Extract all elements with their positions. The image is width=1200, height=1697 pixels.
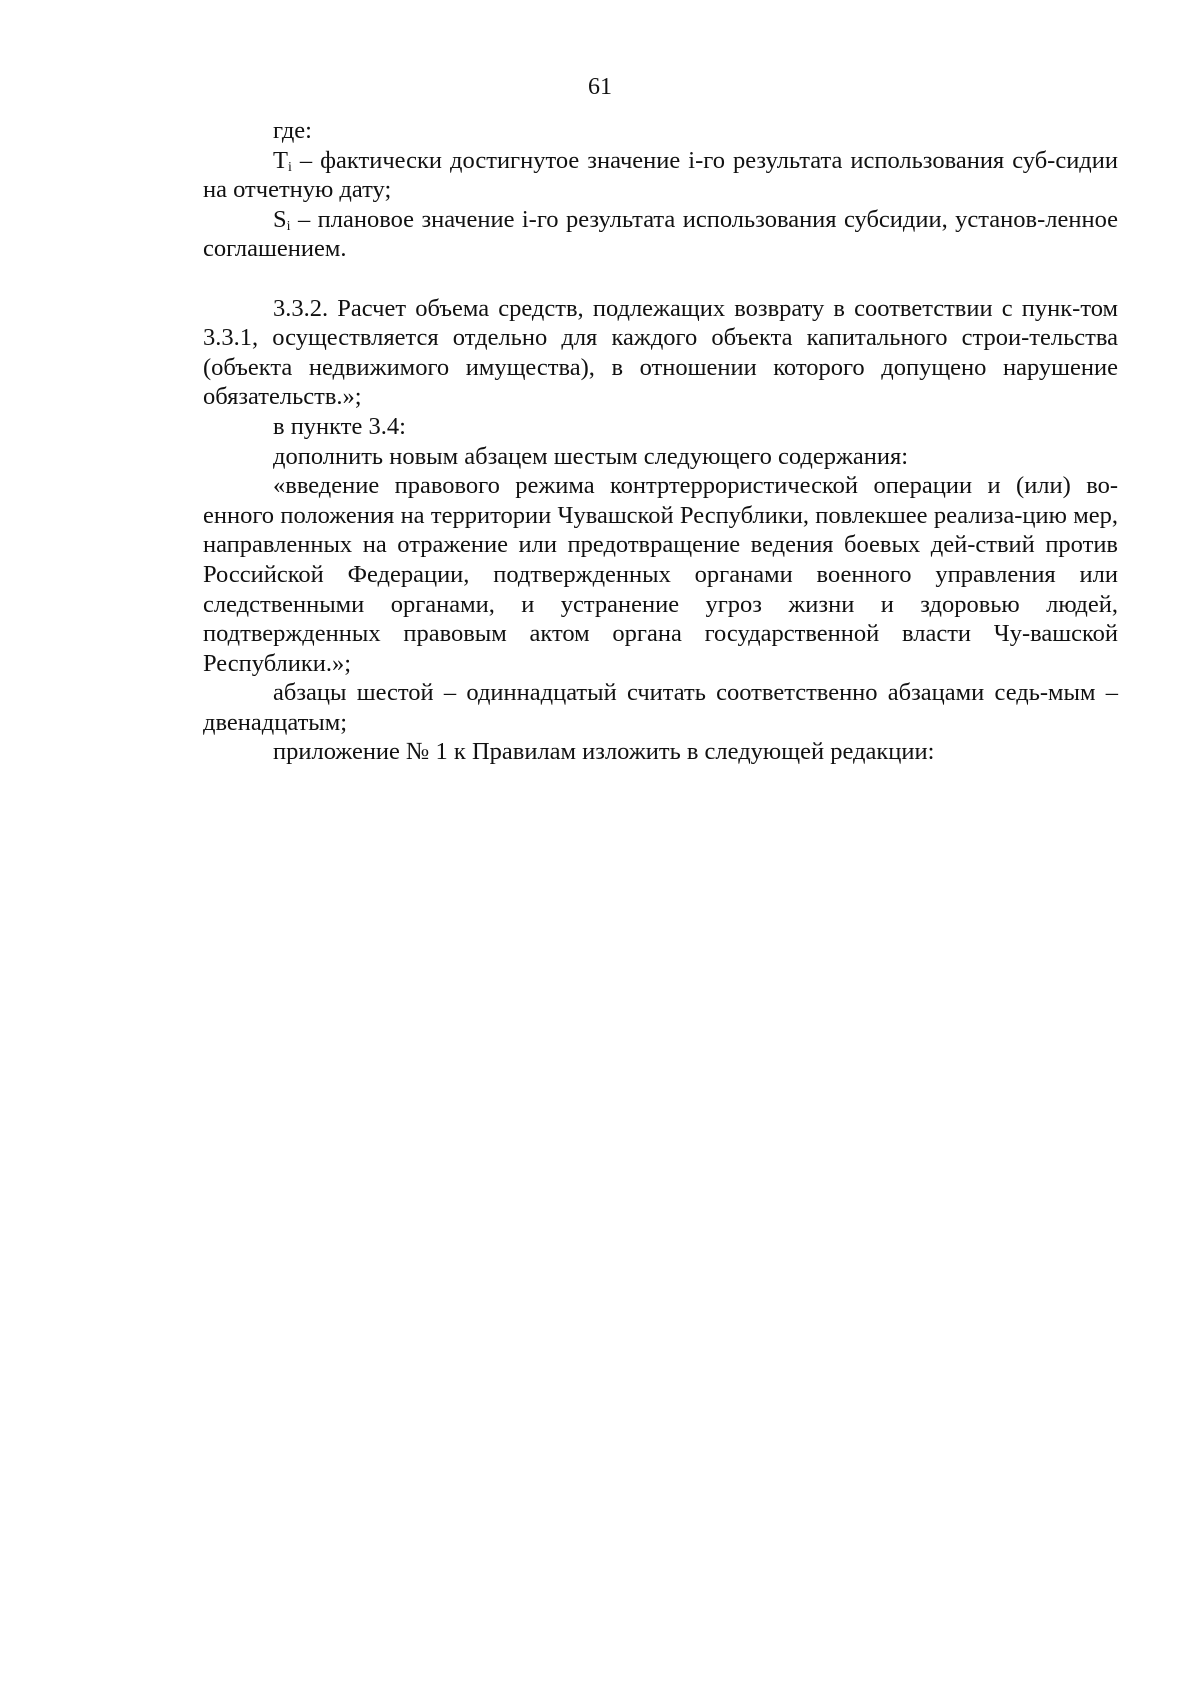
paragraph-new-abstract: «введение правового режима контртеррористической операции и (или) во-енного положения на территории Чувашской Республики, повлекшее реализа-цию мер, направленных на отражение или предотвращение ведения боевых дей-ствий против Российской Федерации, подтвержденных органами военного управления или следственными органами, и устранение угроз жизни и здоровью людей, подтвержденных правовым актом органа государственной власти Чу-вашской Республики.»; [203,472,1118,677]
si-definition-text: – плановое значение i-го результата использования субсидии, установ-ленное соглашением. [203,205,1118,263]
ti-definition-text: – фактически достигнутое значение i-го результата использования суб-сидии на отчетную дату; [203,146,1118,204]
page-number: 61 [588,74,612,100]
symbol-s: S [273,205,287,233]
paragraph-supplement: дополнить новым абзацем шестым следующего содержания: [273,442,909,470]
symbol-t: T [273,146,288,174]
paragraph-renumbering: абзацы шестой – одиннадцатый считать соответственно абзацами седь-мым – двенадцатым; [203,679,1118,736]
subscript-i: i [286,218,291,234]
paragraph-where: где: [273,117,312,144]
paragraph-si-definition [203,205,1118,264]
paragraph-3-3-2: 3.3.2. Расчет объема средств, подлежащих возврату в соответствии с пунк-том 3.3.1, осуществляется отдельно для каждого объекта капитального строи-тельства (объекта недвижимого имущества), в отношении которого допущено нарушение обязательств.»; [203,294,1118,411]
paragraph-ti-definition [203,146,1118,205]
subscript-i: i [287,159,292,175]
document-body [203,116,1118,767]
paragraph-clause-3-4: в пункте 3.4: [273,412,406,440]
paragraph-appendix: приложение № 1 к Правилам изложить в следующей редакции: [273,738,935,766]
